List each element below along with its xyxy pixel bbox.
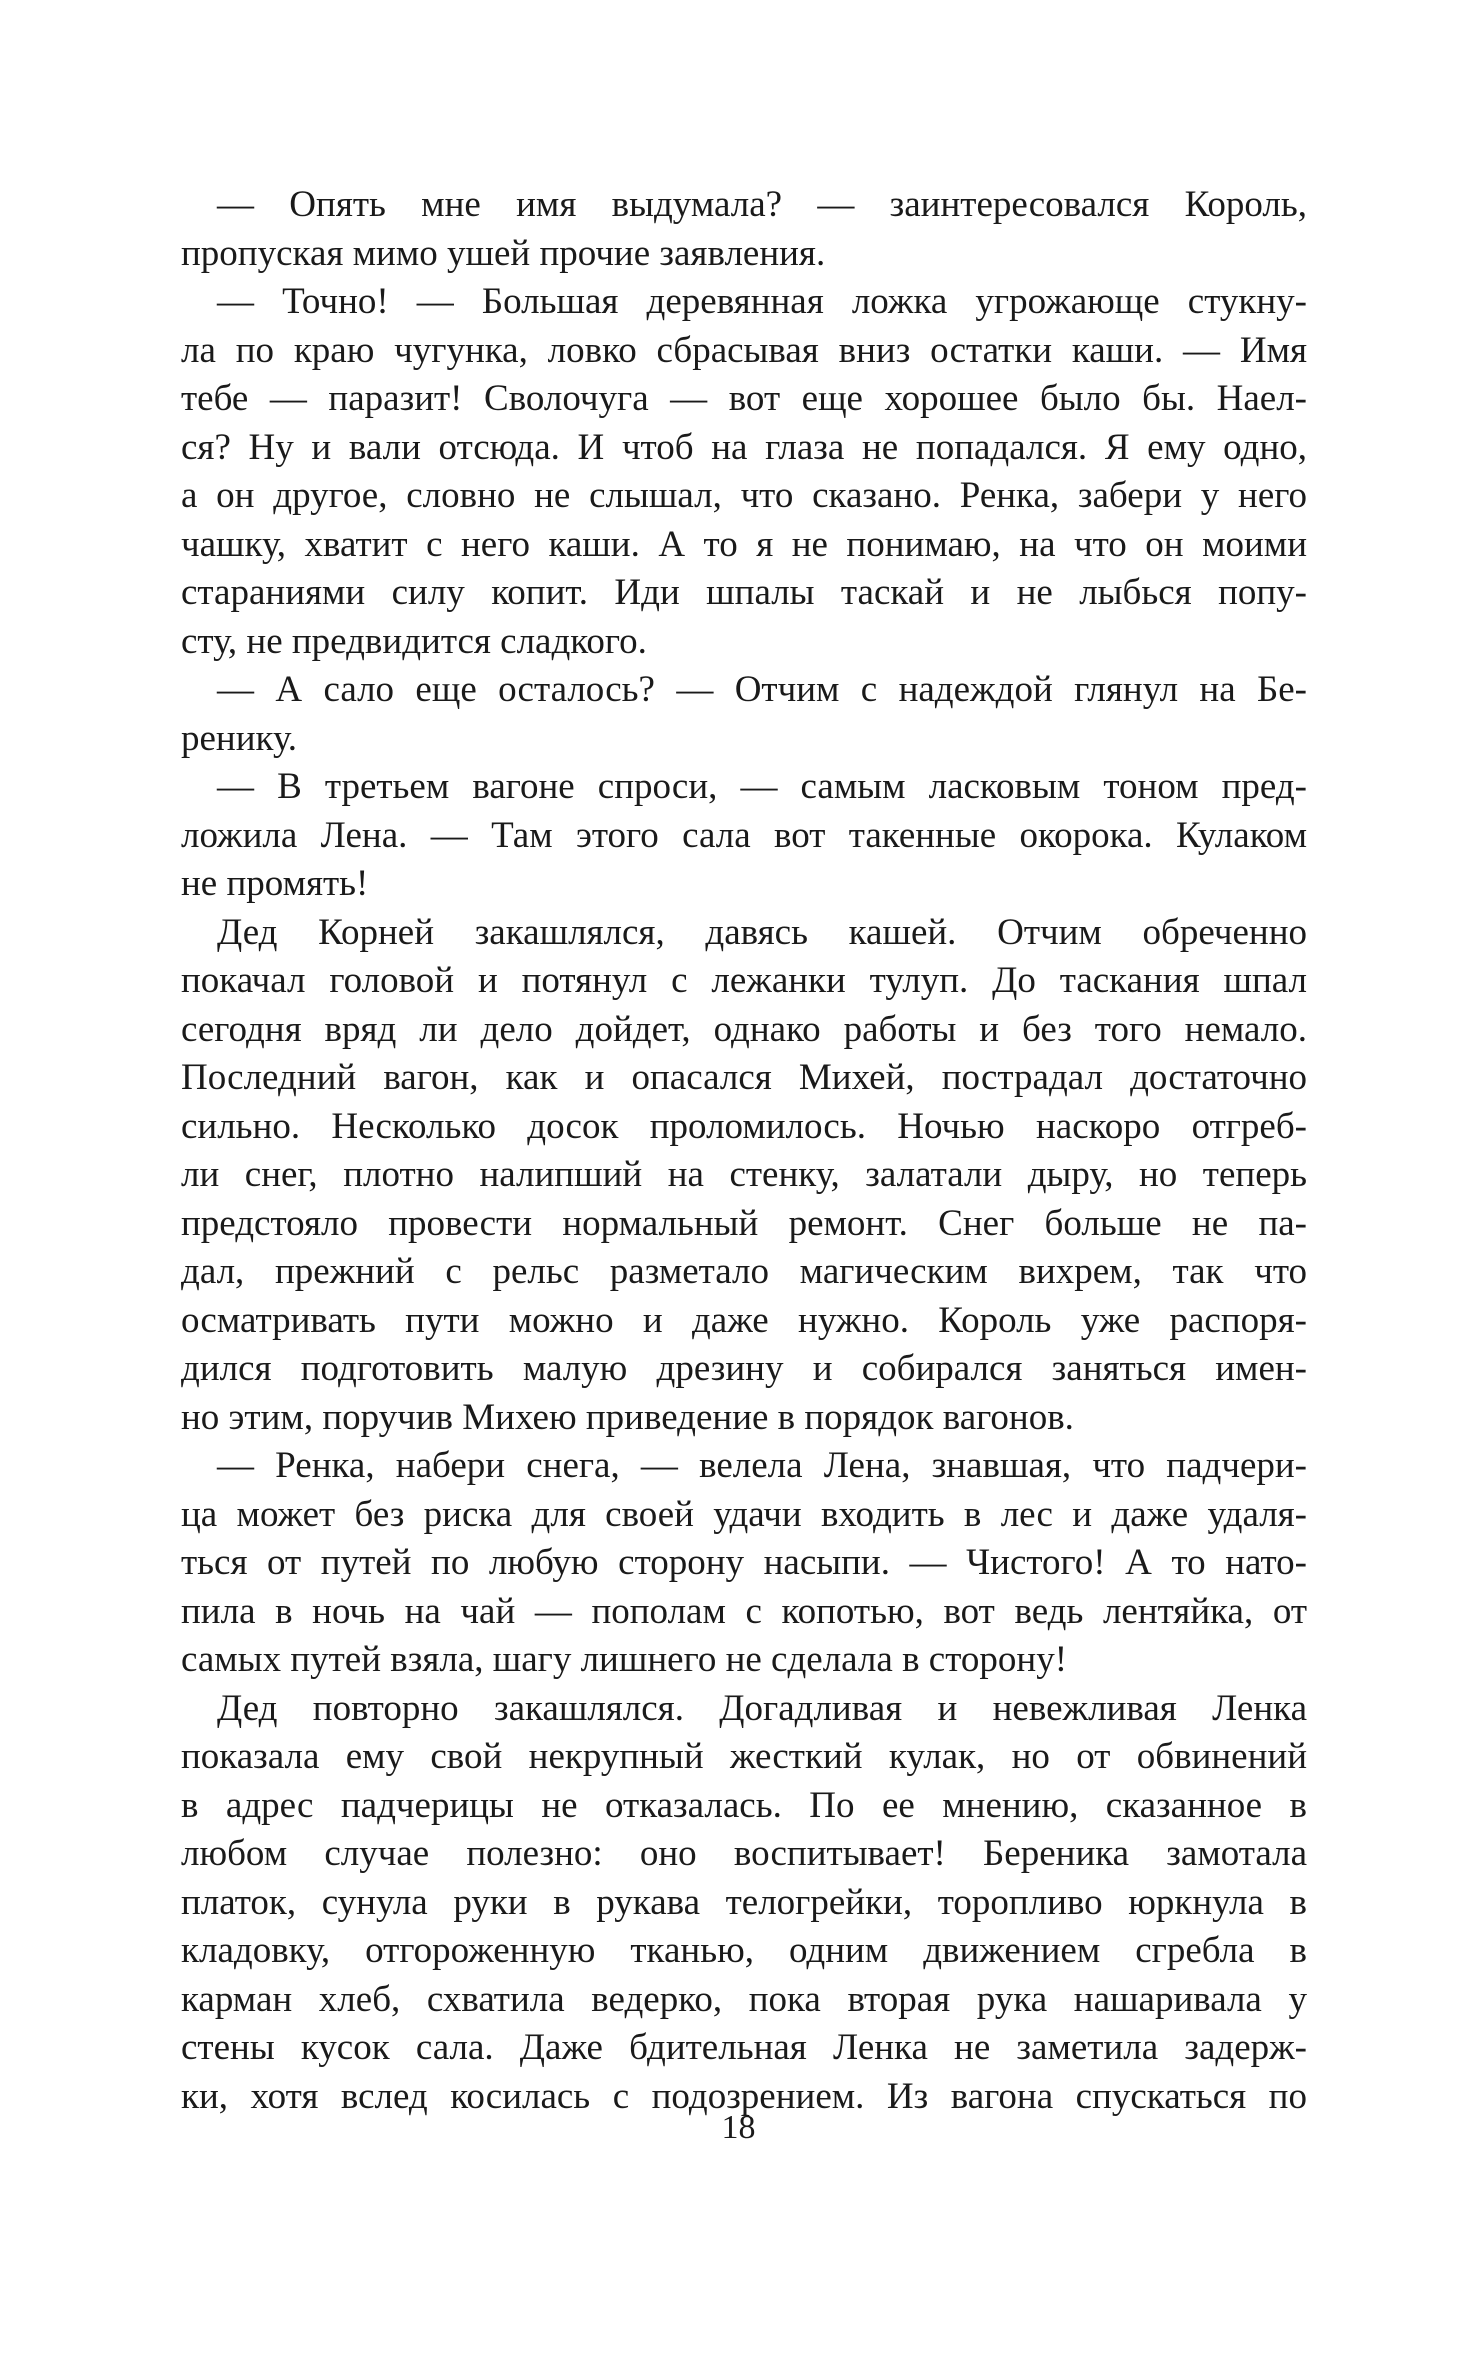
text-line: самых путей взяла, шагу лишнего не сделала в сторону! — [181, 1639, 1068, 1680]
text-line: ложила Лена. — Там этого сала вот такенные окорока. Кулаком — [181, 814, 1307, 856]
text-line: ться от путей по любую сторону насыпи. — Чистого! А то нато- — [181, 1542, 1307, 1583]
text-line: показала ему свой некрупный жесткий кулак, но от обвинений — [181, 1736, 1307, 1777]
text-line: дился подготовить малую дрезину и собирался заняться имен- — [181, 1348, 1307, 1389]
text-line: стены кусок сала. Даже бдительная Ленка не заметила задерж- — [181, 2027, 1307, 2068]
text-line: — Точно! — Большая деревянная ложка угрожающе стукну- — [217, 281, 1307, 322]
text-line: в адрес падчерицы не отказалась. По ее мнению, сказанное в — [181, 1784, 1307, 1826]
text-line: — А сало еще осталось? — Отчим с надеждой глянул на Бе- — [217, 669, 1307, 710]
text-line: — Ренка, набери снега, — велела Лена, знавшая, что падчери- — [217, 1445, 1307, 1486]
text-line: дал, прежний с рельс разметало магическим вихрем, так что — [181, 1251, 1307, 1292]
text-line: кладовку, отгороженную тканью, одним движением сгребла в — [181, 1930, 1307, 1971]
text-line: Дед повторно закашлялся. Догадливая и невежливая Ленка — [217, 1687, 1307, 1729]
text-line: стараниями силу копит. Иди шпалы таскай и не лыбься попу- — [181, 572, 1307, 613]
text-line: тебе — паразит! Сволочуга — вот еще хорошее было бы. Наел- — [181, 378, 1307, 419]
text-line: Дед Корней закашлялся, давясь кашей. Отчим обреченно — [217, 911, 1307, 953]
text-line: ца может без риска для своей удачи входить в лес и даже удаля- — [181, 1493, 1307, 1535]
text-line: ла по краю чугунка, ловко сбрасывая вниз остатки каши. — Имя — [181, 329, 1307, 371]
text-line: сту, не предвидится сладкого. — [181, 620, 647, 662]
text-line: предстояло провести нормальный ремонт. Снег больше не па- — [181, 1202, 1307, 1244]
text-line: а он другое, словно не слышал, что сказано. Ренка, забери у него — [181, 475, 1307, 516]
text-line: пила в ночь на чай — пополам с копотью, вот ведь лентяйка, от — [181, 1590, 1307, 1632]
text-line: ки, хотя вслед косилась с подозрением. Из вагона спускаться по — [181, 2075, 1307, 2117]
text-line: платок, сунула руки в рукава телогрейки, торопливо юркнула в — [181, 1881, 1307, 1923]
text-line: покачал головой и потянул с лежанки тулуп. До таскания шпал — [181, 960, 1307, 1001]
text-line: Последний вагон, как и опасался Михей, пострадал достаточно — [181, 1057, 1307, 1098]
text-line: ли снег, плотно налипший на стенку, залатали дыру, но теперь — [181, 1154, 1307, 1195]
page-body-text — [181, 181, 1307, 2121]
page-number: 18 — [721, 2109, 756, 2146]
text-line: — В третьем вагоне спроси, — самым ласковым тоном пред- — [217, 766, 1307, 807]
text-line: любом случае полезно: оно воспитывает! Береника замотала — [181, 1833, 1307, 1874]
text-line: карман хлеб, схватила ведерко, пока вторая рука нашаривала у — [181, 1978, 1307, 2020]
text-line: — Опять мне имя выдумала? — заинтересовался Король, — [217, 184, 1307, 225]
text-line: но этим, поручив Михею приведение в порядок вагонов. — [181, 1396, 1074, 1438]
text-line: сегодня вряд ли дело дойдет, однако работы и без того немало. — [181, 1008, 1307, 1050]
text-line: ренику. — [181, 717, 298, 759]
text-line: осматривать пути можно и даже нужно. Король уже распоря- — [181, 1299, 1307, 1341]
text-line: пропуская мимо ушей прочие заявления. — [181, 232, 826, 274]
text-line: чашку, хватит с него каши. А то я не понимаю, на что он моими — [181, 523, 1307, 565]
text-line: не промять! — [181, 863, 369, 904]
text-line: сильно. Несколько досок проломилось. Ночью наскоро отгреб- — [181, 1105, 1307, 1147]
text-line: ся? Ну и вали отсюда. И чтоб на глаза не попадался. Я ему одно, — [181, 426, 1307, 468]
